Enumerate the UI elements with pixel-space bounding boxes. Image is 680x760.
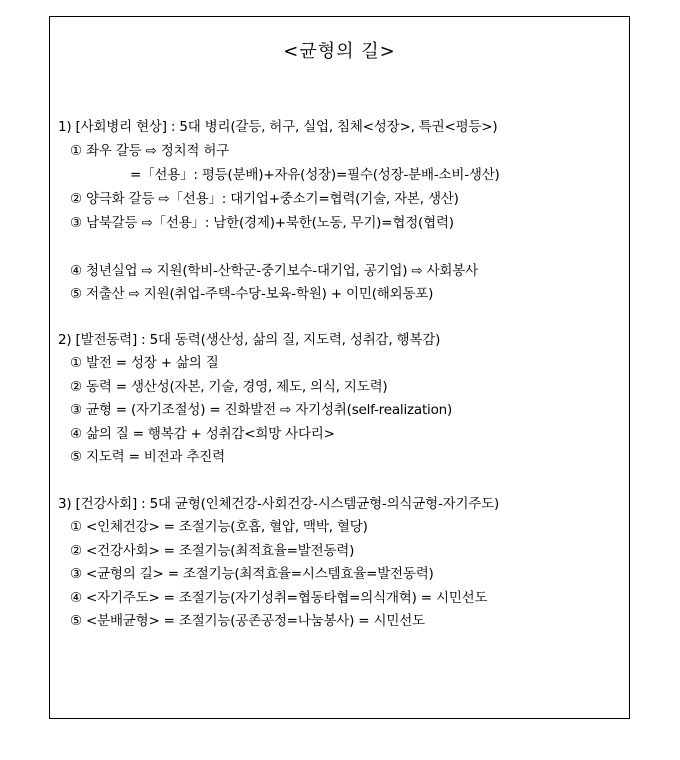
section-2-item-1: ① 발전 = 성장 + 삶의 질 [70, 355, 219, 371]
section-3-item-3: ③ <균형의 길> = 조절기능(최적효율=시스템효율=발전동력) [70, 566, 434, 582]
section-3-item-4: ④ <자기주도> = 조절기능(자기성취=협동타협=의식개혁) = 시민선도 [70, 590, 488, 606]
section-2-item-5: ⑤ 지도력 = 비전과 추진력 [70, 449, 225, 465]
section-2-item-2: ② 동력 = 생산성(자본, 기술, 경영, 제도, 의식, 지도력) [70, 379, 388, 395]
section-1-item-2: ② 양극화 갈등 ⇨「선용」: 대기업+중소기=협력(기술, 자본, 생산) [70, 191, 459, 207]
section-1-item-1-detail: =「선용」: 평등(분배)+자유(성장)=필수(성장-분배-소비-생산) [130, 167, 500, 183]
section-3-item-2: ② <건강사회> = 조절기능(최적효율=발전동력) [70, 543, 355, 559]
section-1-heading: 1) [사회병리 현상] : 5대 병리(갈등, 허구, 실업, 침체<성장>, 특권<평등>) [58, 119, 498, 135]
section-1-item-3: ③ 남북갈등 ⇨「선용」: 남한(경제)+북한(노동, 무기)=협정(협력) [70, 215, 454, 231]
section-3-item-5: ⑤ <분배균형> = 조절기능(공존공정=나눔봉사) = 시민선도 [70, 613, 425, 629]
section-1-item-1: ① 좌우 갈등 ⇨ 정치적 허구 [70, 143, 230, 159]
section-2-item-3: ③ 균형 = (자기조절성) = 진화발전 ⇨ 자기성취(self-realization) [70, 402, 453, 418]
document-title: <균형의 길> [283, 41, 396, 62]
section-1-item-5: ⑤ 저출산 ⇨ 지원(취업-주택-수당-보육-학원) + 이민(해외동포) [70, 286, 434, 302]
section-2-item-4: ④ 삶의 질 = 행복감 + 성취감<희망 사다리> [70, 426, 335, 442]
document-page [49, 16, 630, 719]
section-3-heading: 3) [건강사회] : 5대 균형(인체건강-사회건강-시스템균형-의식균형-자기주도) [58, 496, 500, 512]
section-3-item-1: ① <인체건강> = 조절기능(호흡, 혈압, 맥박, 혈당) [70, 519, 368, 535]
section-2-heading: 2) [발전동력] : 5대 동력(생산성, 삶의 질, 지도력, 성취감, 행복감) [58, 332, 441, 348]
section-1-item-4: ④ 청년실업 ⇨ 지원(학비-산학군-중기보수-대기업, 공기업) ⇨ 사회봉사 [70, 263, 478, 279]
